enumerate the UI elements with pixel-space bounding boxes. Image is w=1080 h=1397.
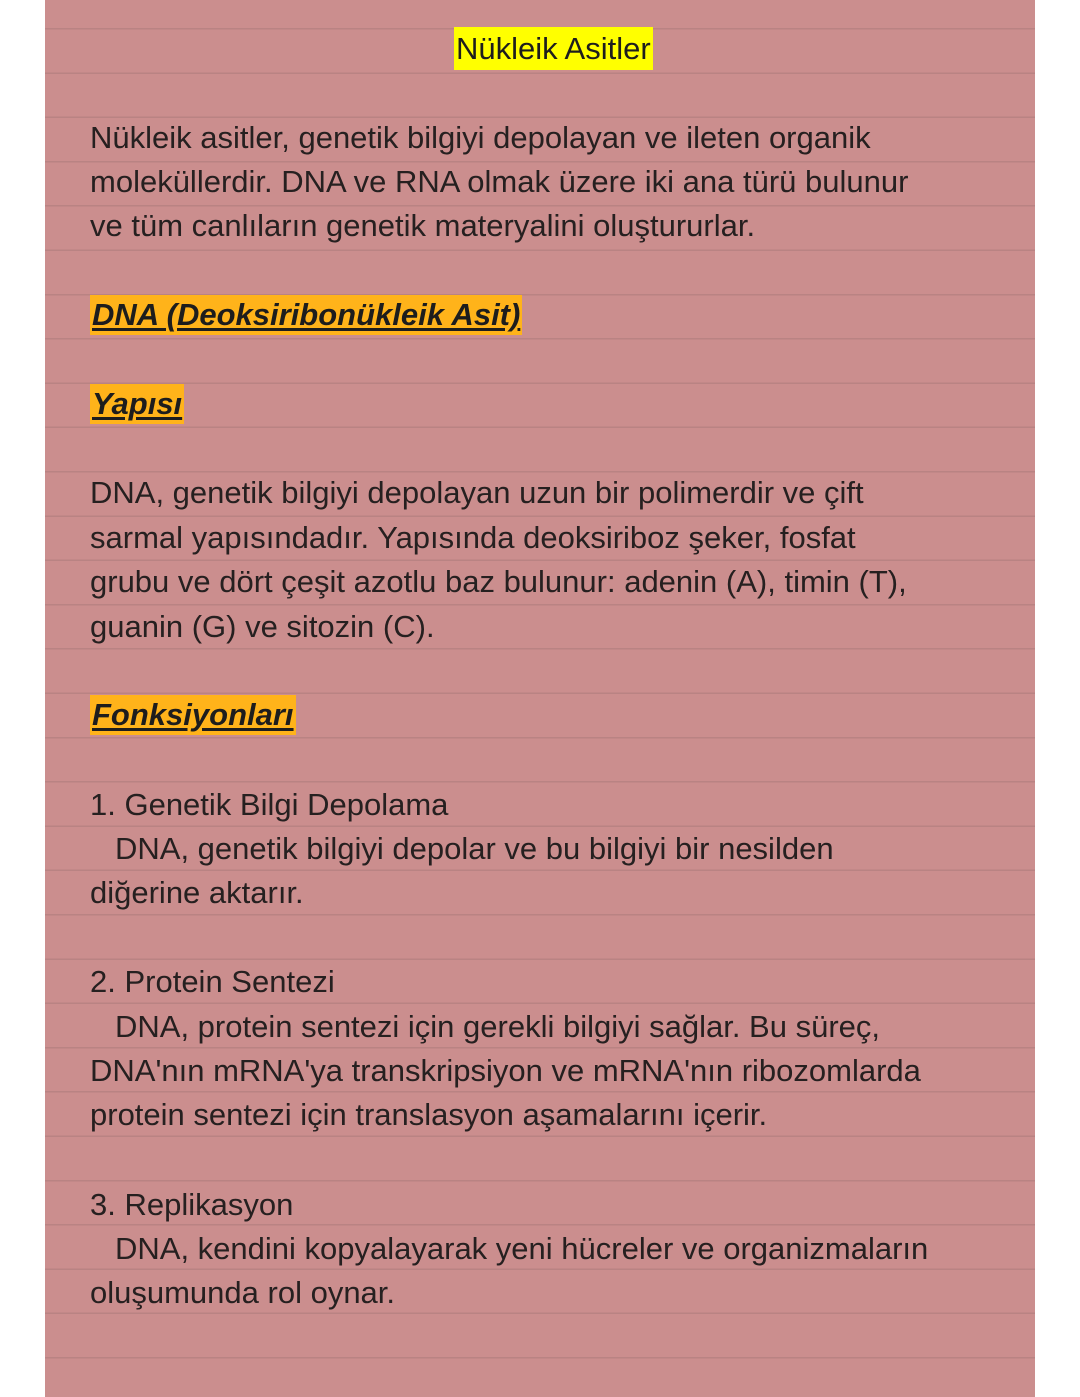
structure-heading: Yapısı — [90, 384, 184, 424]
structure-line: sarmal yapısındadır. Yapısında deoksiriboz şeker, fosfat — [90, 520, 856, 555]
function-line: DNA'nın mRNA'ya transkripsiyon ve mRNA'nın ribozomlarda — [90, 1053, 921, 1088]
function-line: DNA, protein sentezi için gerekli bilgiyi sağlar. Bu süreç, — [115, 1009, 881, 1044]
intro-line: moleküllerdir. DNA ve RNA olmak üzere iki ana türü bulunur — [90, 164, 909, 199]
function-title: 1. Genetik Bilgi Depolama — [90, 787, 449, 822]
function-line: DNA, genetik bilgiyi depolar ve bu bilgiyi bir nesilden — [115, 831, 834, 866]
intro-line: Nükleik asitler, genetik bilgiyi depolayan ve ileten organik — [90, 120, 871, 155]
intro-line: ve tüm canlıların genetik materyalini oluştururlar. — [90, 208, 756, 243]
function-line: oluşumunda rol oynar. — [90, 1275, 396, 1310]
page-title: Nükleik Asitler — [454, 27, 653, 70]
notebook-page — [45, 0, 1035, 1397]
function-title: 3. Replikasyon — [90, 1187, 294, 1222]
function-line: DNA, kendini kopyalayarak yeni hücreler ve organizmaların — [115, 1231, 929, 1266]
functions-heading: Fonksiyonları — [90, 695, 296, 735]
structure-line: grubu ve dört çeşit azotlu baz bulunur: adenin (A), timin (T), — [90, 564, 907, 599]
function-title: 2. Protein Sentezi — [90, 964, 335, 999]
structure-line: DNA, genetik bilgiyi depolayan uzun bir polimerdir ve çift — [90, 475, 864, 510]
function-line: diğerine aktarır. — [90, 875, 304, 910]
dna-heading: DNA (Deoksiribonükleik Asit) — [90, 295, 522, 335]
structure-line: guanin (G) ve sitozin (C). — [90, 609, 435, 644]
function-line: protein sentezi için translasyon aşamalarını içerir. — [90, 1097, 768, 1132]
